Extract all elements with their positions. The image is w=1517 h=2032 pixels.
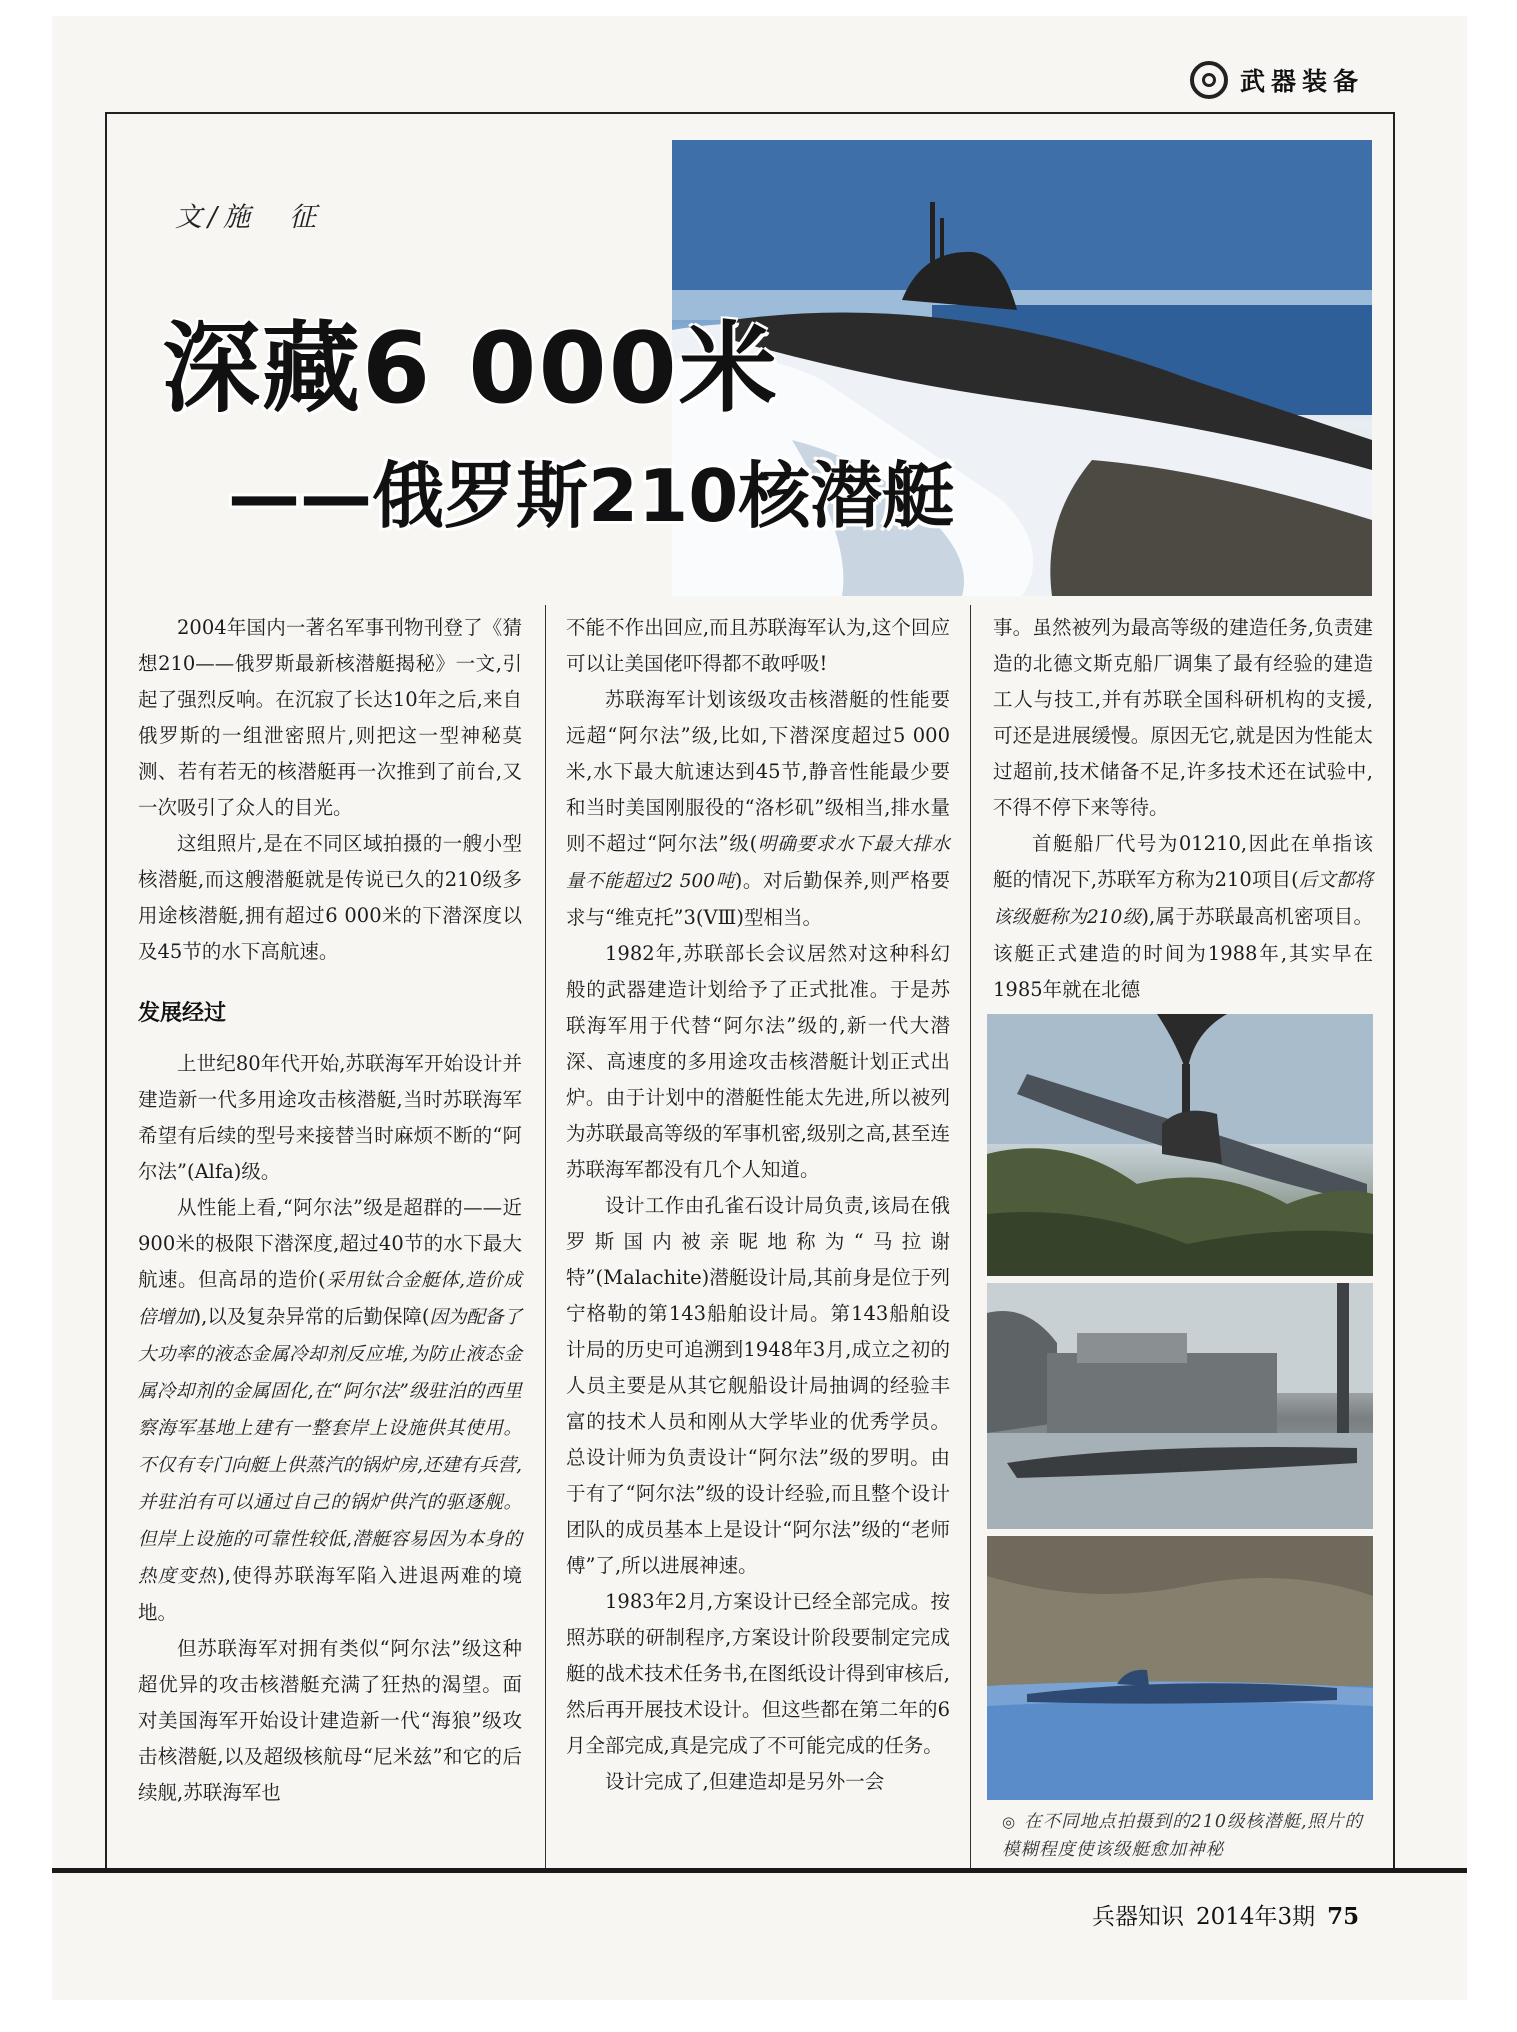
paragraph: 1982年,苏联部长会议居然对这种科幻般的武器建造计划给予了正式批准。于是苏联海军用于代替“阿尔法”级的,新一代大潜深、高速度的多用途攻击核潜艇计划正式出炉。由于计划中的潜艇性能太先进,所以被列为苏联最高等级的军事机密,级别之高,甚至连苏联海军都没有几个人知道。 — [566, 942, 950, 1181]
inline-note: 后文都将该级艇称为210级 — [993, 870, 1373, 928]
article-title: 深藏6 000米 — [162, 312, 779, 426]
page-number: 75 — [1327, 1903, 1360, 1930]
photo-3-art — [987, 1536, 1373, 1800]
article-column-2 — [566, 610, 950, 1800]
footer-rule — [52, 1868, 1467, 1873]
paragraph: 设计工作由孔雀石设计局负责,该局在俄罗斯国内被亲昵地称为“马拉谢特”(Malachite)潜艇设计局,其前身是位于列宁格勒的第143船舶设计局。第143船舶设计局的历史可追溯到1948年3月,成立之初的人员主要是从其它舰船设计局抽调的经验丰富的技术人员和刚从大学毕业的优秀学员。总设计师为负责设计“阿尔法”级的罗明。由于有了“阿尔法”级的设计经验,而且整个设计团队的成员基本上是设计“阿尔法”级的“老师傅”了,所以进展神速。 — [566, 1194, 950, 1577]
section-label: 武器装备 — [1240, 67, 1365, 96]
paragraph — [566, 682, 950, 936]
text-run: 从性能上看,“阿尔法”级是超群的——近900米的极限下潜深度,超过40节的水下最大航速。但高昂的造价( — [138, 1196, 522, 1291]
submarine-photo-2 — [987, 1283, 1373, 1529]
caption-text: 在不同地点拍摄到的210级核潜艇,照片的模糊程度使该级艇愈加神秘 — [1002, 1812, 1364, 1860]
paragraph: 设计完成了,但建造却是另外一会 — [605, 1770, 885, 1793]
submarine-photo-3 — [987, 1536, 1373, 1800]
text-run: 首艇船厂代号为01210,因此在单指该艇的情况下,苏联军方称为210项目( — [993, 832, 1373, 891]
paragraph: 这组照片,是在不同区域拍摄的一艘小型核潜艇,而这艘潜艇就是传说已久的210级多用途核潜艇,拥有超过6 000米的下潜深度以及45节的水下高航速。 — [138, 832, 522, 963]
paragraph: 1983年2月,方案设计已经全部完成。按照苏联的研制程序,方案设计阶段要制定完成艇的战术技术任务书,在图纸设计得到审核后,然后再开展技术设计。但这些都在第二年的6月全部完成,真是完成了不可能完成的任务。 — [566, 1590, 950, 1757]
paragraph — [993, 826, 1373, 1008]
photo-2-art — [987, 1283, 1373, 1529]
crosshair-icon — [1190, 61, 1228, 99]
paragraph: 上世纪80年代开始,苏联海军开始设计并建造新一代多用途攻击核潜艇,当时苏联海军希望有后续的型号来接替当时麻烦不断的“阿尔法”(Alfa)级。 — [138, 1052, 522, 1183]
section-tag — [1190, 58, 1364, 102]
column-rule-2 — [970, 605, 971, 1870]
paragraph — [138, 1190, 522, 1631]
paragraph: 事。虽然被列为最高等级的建造任务,负责建造的北德文斯克船厂调集了最有经验的建造工人与技工,并有苏联全国科研机构的支援,可还是进展缓慢。原因无它,就是因为性能太过超前,技术储备不足,许多技术还在试验中,不得不停下来等待。 — [993, 616, 1373, 819]
paragraph: 但苏联海军对拥有类似“阿尔法”级这种超优异的攻击核潜艇充满了狂热的渴望。面对美国海军开始设计建造新一代“海狼”级攻击核潜艇,以及超级核航母“尼米兹”和它的后续舰,苏联海军也 — [138, 1637, 522, 1804]
paragraph: 2004年国内一著名军事刊物刊登了《猜想210——俄罗斯最新核潜艇揭秘》一文,引起了强烈反响。在沉寂了长达10年之后,来自俄罗斯的一组泄密照片,则把这一型神秘莫测、若有若无的核潜艇再一次推到了前台,又一次吸引了众人的目光。 — [138, 616, 522, 819]
column-rule-1 — [545, 605, 546, 1870]
paragraph: 不能不作出回应,而且苏联海军认为,这个回应可以让美国佬吓得都不敢呼吸! — [566, 616, 950, 675]
issue-label: 2014年3期 — [1196, 1904, 1316, 1930]
text-run: ),以及复杂异常的后勤保障( — [193, 1305, 430, 1328]
article-column-1 — [138, 610, 522, 1811]
section-heading: 发展经过 — [138, 1001, 227, 1026]
article-column-3 — [993, 610, 1373, 1008]
inline-note: 因为配备了大功率的液态金属冷却剂反应堆,为防止液态金属冷却剂的金属固化,在“阿尔法”级驻泊的西里察海军基地上建有一整套岸上设施供其使用。不仅有专门向艇上供蒸汽的锅炉房,还建有兵营,并驻泊有可以通过自己的锅炉供汽的驱逐舰。但岸上设施的可靠性较低,潜艇容易因为本身的热度变热 — [138, 1307, 522, 1587]
text-run: )。对后勤保养,则严格要求与“维克托”3(VⅢ)型相当。 — [566, 869, 950, 929]
byline: 文/施 征 — [175, 202, 323, 233]
article-subtitle: ——俄罗斯210核潜艇 — [228, 454, 955, 538]
text-run: 苏联海军计划该级攻击核潜艇的性能要远超“阿尔法”级,比如,下潜深度超过5 000米,水下最大航速达到45节,静音性能最少要和当时美国刚服役的“洛杉矶”级相当,排水量则不超过“阿尔法”级( — [566, 688, 950, 855]
page-footer — [1092, 1898, 1359, 1931]
text-run: ),使得苏联海军陷入进退两难的境地。 — [138, 1564, 522, 1624]
submarine-photo-1 — [987, 1014, 1373, 1276]
inline-note: 明确要求水下最大排水量不能超过2 500吨 — [566, 834, 950, 892]
photo-1-art — [987, 1014, 1373, 1276]
inline-note: 采用钛合金艇体,造价成倍增加 — [138, 1270, 522, 1328]
photo-caption — [1002, 1808, 1374, 1864]
magazine-name: 兵器知识 — [1092, 1904, 1184, 1930]
caption-marker: ◎ — [1002, 1813, 1017, 1831]
text-run: ),属于苏联最高机密项目。该艇正式建造的时间为1988年,其实早在1985年就在北德 — [993, 905, 1373, 1001]
